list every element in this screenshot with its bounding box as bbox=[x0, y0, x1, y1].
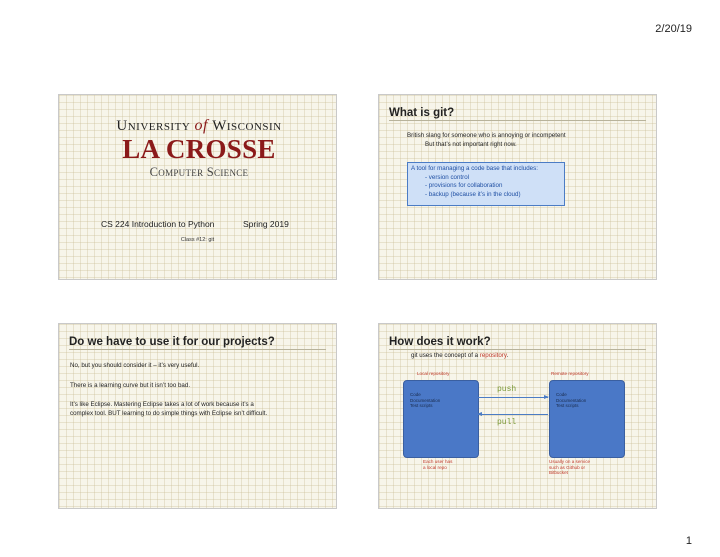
definition-callout bbox=[407, 162, 565, 206]
paragraph: No, but you should consider it – it’s very useful. bbox=[70, 362, 200, 369]
slang-definition: British slang for someone who is annoying or incompetent bbox=[407, 132, 566, 139]
slide-title-bar bbox=[389, 103, 646, 119]
callout-item: - provisions for collaboration bbox=[425, 182, 503, 189]
remote-repo-box bbox=[549, 380, 625, 458]
course-name: CS 224 Introduction to Python bbox=[101, 219, 215, 229]
note-line: Each user has bbox=[423, 459, 453, 464]
intro-highlight: repository bbox=[479, 352, 507, 359]
local-repo-box bbox=[403, 380, 479, 458]
page-number: 1 bbox=[685, 535, 692, 547]
pull-arrow bbox=[478, 414, 548, 415]
repo-item: Test scripts bbox=[410, 403, 433, 408]
intro-text bbox=[411, 352, 508, 359]
slide-title-bar bbox=[389, 332, 646, 348]
title-rule bbox=[389, 120, 646, 121]
push-label: push bbox=[497, 385, 517, 394]
repo-item: Code bbox=[556, 392, 567, 397]
logo-la-crosse: LA CROSSE bbox=[122, 134, 276, 164]
remote-repo-note bbox=[549, 459, 590, 476]
local-repo-label: Local repository bbox=[417, 371, 450, 376]
note-line: a local repo bbox=[423, 464, 447, 470]
callout-lead: A tool for managing a code base that includes: bbox=[411, 165, 538, 172]
title-rule bbox=[389, 349, 646, 350]
page-date: 2/20/19 bbox=[655, 23, 692, 35]
pull-label: pull bbox=[497, 418, 517, 427]
logo-of: of bbox=[194, 117, 208, 134]
intro-prefix: git uses the concept of a bbox=[411, 352, 480, 359]
push-arrow bbox=[478, 397, 548, 398]
callout-item: - version control bbox=[425, 173, 470, 181]
paragraph: There is a learning curve but it isn’t too bad. bbox=[70, 382, 191, 389]
note-line: Bitbucket bbox=[549, 470, 568, 476]
slide-what-is-git bbox=[378, 94, 657, 280]
title-rule bbox=[69, 349, 326, 350]
logo-computer-science: Computer Science bbox=[149, 165, 249, 179]
course-term: Spring 2019 bbox=[243, 219, 289, 229]
repo-item: Documentation bbox=[410, 397, 441, 403]
repo-item: Test scripts bbox=[556, 403, 579, 408]
local-repo-note bbox=[423, 459, 452, 470]
repo-contents bbox=[410, 392, 440, 409]
paragraph: It’s like Eclipse. Mastering Eclipse takes a lot of work because it’s a complex tool. BUT learning to do simple things with Eclipse isn’t difficult. bbox=[70, 401, 268, 417]
callout-item: - backup (because it’s in the cloud) bbox=[425, 190, 521, 198]
repo-item: Code bbox=[410, 392, 421, 397]
repo-item: Documentation bbox=[556, 397, 587, 403]
intro-suffix: . bbox=[506, 352, 509, 359]
note-line: such as Github or bbox=[549, 464, 586, 470]
note-line: Usually on a service bbox=[549, 459, 591, 464]
remote-repo-label: Remote repository bbox=[551, 371, 589, 376]
slide-projects bbox=[58, 323, 337, 509]
university-logo bbox=[99, 117, 299, 180]
logo-line-1 bbox=[99, 117, 299, 135]
class-number: Class #12: git bbox=[180, 237, 215, 243]
logo-university: University bbox=[116, 118, 191, 134]
slide-heading: What is git? bbox=[389, 107, 455, 119]
repo-contents bbox=[556, 392, 586, 409]
slide-title bbox=[58, 94, 337, 280]
slide-heading: Do we have to use it for our projects? bbox=[69, 336, 275, 348]
slide-title-bar bbox=[69, 332, 326, 348]
slide-heading: How does it work? bbox=[389, 336, 491, 348]
slang-aside: But that’s not important right now. bbox=[425, 141, 517, 148]
slide-how-it-works bbox=[378, 323, 657, 509]
logo-wisconsin: Wisconsin bbox=[212, 118, 282, 134]
